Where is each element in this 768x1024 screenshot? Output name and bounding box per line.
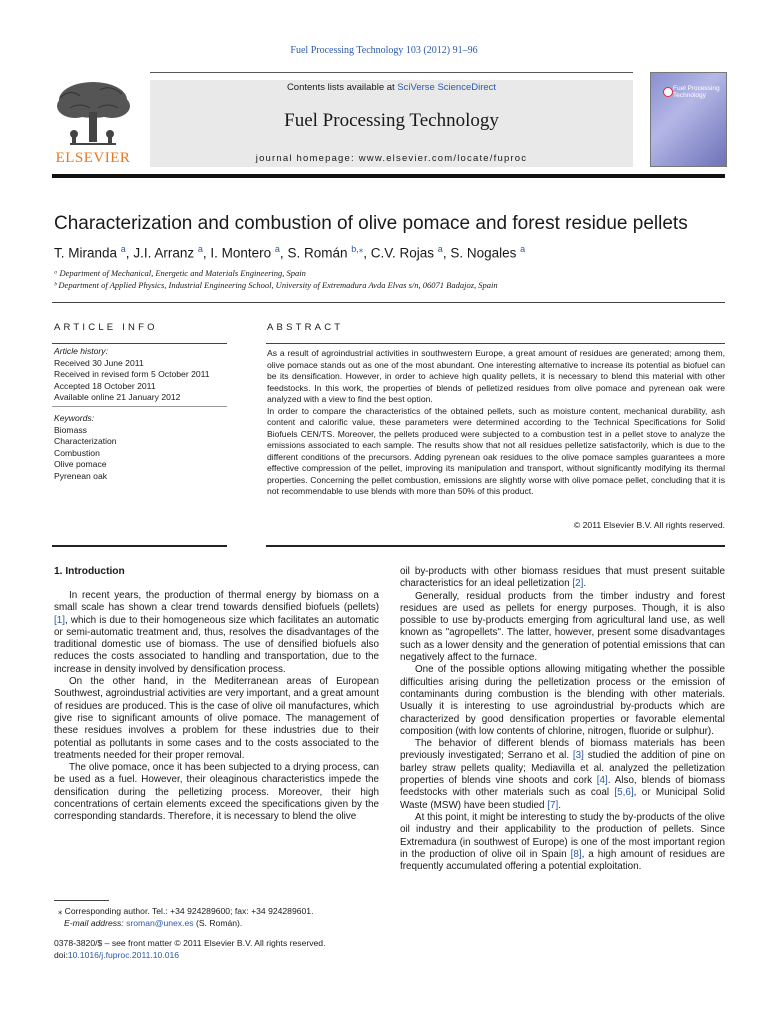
history-item: Accepted 18 October 2011 xyxy=(54,380,156,391)
author-affiliation-marker[interactable]: a xyxy=(520,244,526,254)
reference-link[interactable]: [8] xyxy=(570,848,582,860)
author-list xyxy=(54,244,734,261)
author-separator: , xyxy=(202,245,211,261)
reference-link[interactable]: [5,6] xyxy=(614,787,634,799)
journal-reference[interactable]: Fuel Processing Technology 103 (2012) 91–96 xyxy=(290,45,478,56)
abstract-heading: ABSTRACT xyxy=(267,322,344,333)
reference-link[interactable]: [3] xyxy=(572,750,584,762)
author-affiliation-marker[interactable]: b,⁎ xyxy=(351,244,364,254)
affiliation-b: ᵇ Department of Applied Physics, Industrial Engineering School, University of Extremadura Avda Elvas s/n, 06071 Badajoz, Spain xyxy=(54,280,498,290)
article-title: Characterization and combustion of olive pomace and forest residue pellets xyxy=(54,213,688,234)
body-paragraph: oil by-products with other biomass residues that must present suitable characteristics for an ideal pelletization [2]. xyxy=(400,566,725,590)
corresponding-author-footnote xyxy=(58,906,378,929)
keyword: Olive pomace xyxy=(54,459,107,469)
abstract-rule xyxy=(266,343,725,344)
body-paragraph: On the other hand, in the Mediterranean areas of European Southwest, agroindustrial activities are very important, and a great amount of residues are produced. This is the case of olive oil manufactures, which give rise to significant amounts of olive pomace. The management of these residues involves a problem for these industries due to their potential as pollutants in some cases and to the costs associated to the treatments needed for their proper removal. xyxy=(54,676,379,761)
body-paragraph: At this point, it might be interesting to study the by-products of the olive oil industry and their applicability to the production of pellets. Since Extremadura (in southwest of Europe) is one of the most important region in the production of olive oil in Spain [8], a high amount of residues are frequently accumulated offering a potential exploitation. xyxy=(400,811,725,873)
body-paragraph: The olive pomace, once it has been subjected to a drying process, can be used as a fuel. However, their oleaginous characteristics impede the densification during the pelletizing process. Moreover, their high concentrations of certain elements exceed the specifications given by the corresponding standards. Therefore, it is necessary to blend the olive xyxy=(54,762,379,823)
header-rule xyxy=(150,72,633,73)
body-left-column xyxy=(54,590,379,824)
author-affiliation-marker[interactable]: a xyxy=(274,244,280,254)
contents-prefix: Contents lists available at xyxy=(286,82,398,93)
section-heading: 1. Introduction xyxy=(54,566,125,577)
body-paragraph: The behavior of different blends of biomass materials has been previously investigated; Serrano et al. [3] studied the addition of pine on barley straw pellets quality; Mediavilla et al. analyzed the pelletization properties of blends vine shoots and cork [4]. Also, blends of biomass feedstocks with other materials such as coal [5,6], or Municipal Solid Waste (MSW) have been studied [7]. xyxy=(400,738,726,811)
abstract-text xyxy=(267,348,725,498)
sciencedirect-link[interactable]: SciVerse ScienceDirect xyxy=(397,82,497,93)
author-separator: , xyxy=(125,245,134,261)
journal-cover-thumbnail[interactable] xyxy=(650,72,727,167)
author-name: C.V. Rojas xyxy=(370,245,438,261)
article-info-bottom-rule xyxy=(52,545,227,547)
keywords xyxy=(54,413,229,482)
keywords-rule xyxy=(52,406,227,407)
keyword: Combustion xyxy=(54,447,100,458)
cover-logo-icon xyxy=(663,87,673,97)
email-line xyxy=(58,918,378,930)
doi-line xyxy=(54,950,374,962)
author-affiliation-marker[interactable]: a xyxy=(197,244,203,254)
history-item: Received 30 June 2011 xyxy=(54,357,144,368)
author-separator: , xyxy=(279,245,288,261)
author-name: I. Montero xyxy=(210,245,275,261)
body-right-column xyxy=(400,566,725,873)
corresponding-line: ⁎ Corresponding author. Tel.: +34 924289600; fax: +34 924289601. xyxy=(58,906,314,916)
footnote-rule xyxy=(54,900,109,901)
keyword: Pyrenean oak xyxy=(54,470,108,481)
masthead-thick-rule xyxy=(52,174,725,178)
abstract-paragraph: In order to compare the characteristics of the obtained pellets, such as moisture content, mechanical durability, ash content and calorific value, these parameters were determined according to the Technical Specifications for Solid Biofuels CEN/TS. Moreover, the pellets produced were subjected to a combustion test in a pellet stove to analyze the emissions associated to each sample. The results show that not all residues pelletize satisfactorily, which is due to the different conditions of the precursors. Adding pyrenean oak residues to the olive pomace samples guarantees a more effective compression of the pellet, improving its manipulation and transport, without significantly modifying its thermal properties. Concerning the pellet combustion, emissions are slightly worse with olive pomace pellet, concluding that it is not recommendable to use blends with more than 50% of this product. xyxy=(267,405,725,496)
copyright: © 2011 Elsevier B.V. All rights reserved. xyxy=(573,520,725,530)
issn-line: 0378-3820/$ – see front matter © 2011 Elsevier B.V. All rights reserved. xyxy=(54,938,326,948)
reference-link[interactable]: [1] xyxy=(54,614,65,626)
keyword: Biomass xyxy=(54,424,87,435)
journal-homepage[interactable]: journal homepage: www.elsevier.com/locate/fuproc xyxy=(255,153,528,164)
author-name: S. Román xyxy=(287,245,352,261)
article-info-heading: ARTICLE INFO xyxy=(54,322,158,333)
keyword: Characterization xyxy=(54,436,117,446)
history-label: Article history: xyxy=(54,346,108,356)
email-link[interactable]: sroman@unex.es xyxy=(126,917,194,928)
contents-line xyxy=(150,82,633,93)
body-paragraph: One of the possible options allowing mitigating whether the possible difficulties arising during the pelletization process or the emission of contaminants during combustion is the blending with other materials. Usually it is interesting to use agroindustrial by-products which are characterized by good densification properties or favorable elemental composition (with low contents of chlorine, nitrogen, fluoride or sulphur). xyxy=(400,664,725,737)
journal-name: Fuel Processing Technology xyxy=(284,110,499,131)
reference-link[interactable]: [2] xyxy=(572,578,584,590)
author-name: J.I. Arranz xyxy=(133,245,198,261)
keywords-label: Keywords: xyxy=(54,413,95,423)
author-name: S. Nogales xyxy=(450,245,521,261)
reference-link[interactable]: [7] xyxy=(547,799,559,811)
abstract-bottom-rule xyxy=(266,545,725,547)
doi-prefix: doi: xyxy=(54,949,68,960)
author-separator: , xyxy=(442,245,451,261)
history-item: Available online 21 January 2012 xyxy=(54,392,181,402)
body-paragraph: Generally, residual products from the timber industry and forest residues are used as pellets for energy purposes. Though, it is also possible to use by-products emerging from agricultural land use, as well known as "agropellets". The latter, however, present some disadvantages such as a lower density and the generation of potential emissions that can negatively affect to the furnace. xyxy=(400,590,725,664)
author-affiliation-marker[interactable]: a xyxy=(120,244,126,254)
email-label: E-mail address: xyxy=(64,917,127,928)
affiliation-a: ᵃ Department of Mechanical, Energetic and Materials Engineering, Spain xyxy=(54,268,306,278)
body-paragraph: In recent years, the production of thermal energy by biomass on a small scale has shown a clear trend towards densified biofuels (pellets) [1], which is due to their homogeneous size which facilitates an automatic or semi-automatic treatment and, thus, resolves the disadvantages of the traditional domestic use of biomass. The use of densified biofuels also reduces the costs associated to handling and transportation, due to the increase in density involved by densification process. xyxy=(54,590,379,675)
author-name: T. Miranda xyxy=(54,245,121,261)
doi-link[interactable]: 10.1016/j.fuproc.2011.10.016 xyxy=(67,949,180,960)
article-info-rule xyxy=(52,343,227,344)
issn-doi xyxy=(54,938,374,961)
author-affiliation-marker[interactable]: a xyxy=(437,244,443,254)
email-suffix: (S. Román). xyxy=(193,917,243,928)
reference-link[interactable]: [4] xyxy=(596,775,608,787)
history-item: Received in revised form 5 October 2011 xyxy=(54,369,210,379)
abstract-paragraph: As a result of agroindustrial activities in southwestern Europe, a great amount of residues are generated; among them, olive pomace stands out as one of the most abundant. One interesting alternative to increase its potential as biofuel can be its densification. However, in order to achieve high quality pellets, it is necessary to blend this material with other feedstocks. In this work, the properties of blends of pelletized residues from olive pomace and pyrenean oak were analyzed with a view to find the best option. xyxy=(267,348,725,404)
title-rule xyxy=(52,302,725,303)
elsevier-wordmark: ELSEVIER xyxy=(55,150,131,166)
cover-title: Fuel Processing Technology xyxy=(673,85,720,99)
author-separator: , xyxy=(363,245,371,261)
article-history xyxy=(54,346,229,404)
